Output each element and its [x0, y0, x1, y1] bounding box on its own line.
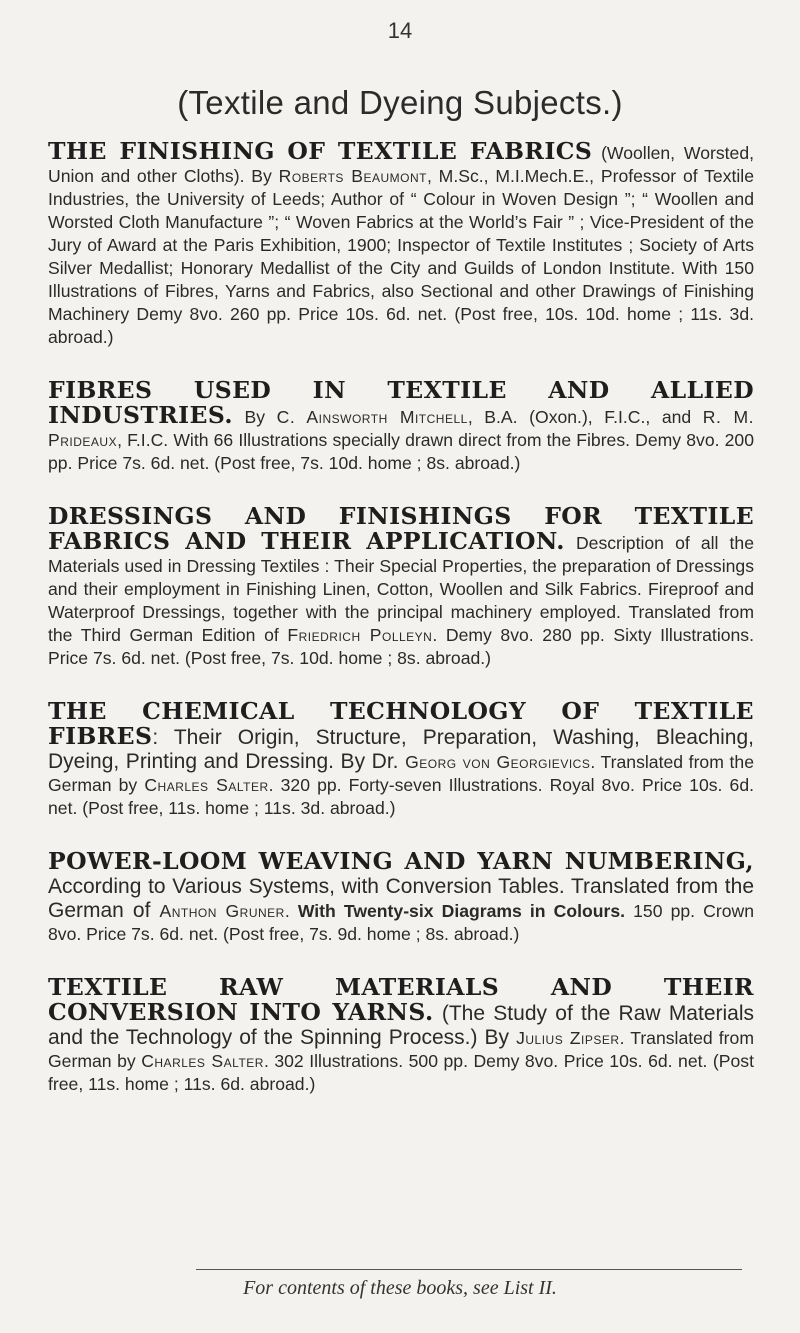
book-description: . Translated from the German by	[48, 752, 754, 795]
footer-note: For contents of these books, see List II.	[243, 1277, 557, 1299]
book-title: DRESSINGS AND FINISHINGS FOR TEXTILE FABRICS AND THEIR APPLICATION.	[48, 502, 754, 555]
book-description: , B.A. (Oxon.), F.I.C., and	[467, 407, 703, 427]
book-description: : Their Origin, Structure, Preparation, Washing, Bleaching, Dyeing, Printing and Dressing. By Dr.	[48, 726, 754, 773]
book-author: Friedrich Polleyn	[287, 625, 433, 645]
book-description: According to Various Systems, with Conversion Tables. Translated from the German of	[48, 875, 754, 922]
book-author: Charles Salter	[141, 1051, 264, 1071]
book-entry-finishing	[48, 137, 754, 349]
book-highlight: With Twenty-six Diagrams in Colours.	[297, 901, 626, 921]
book-entry-dressings	[48, 502, 754, 670]
book-entry-chemical-technology	[48, 697, 754, 820]
book-entry-fibres	[48, 376, 754, 475]
book-description: . Translated from German by	[48, 1028, 754, 1071]
book-entry-raw-materials	[48, 973, 755, 1096]
book-title: THE CHEMICAL TECHNOLOGY OF TEXTILE FIBRES	[48, 697, 754, 750]
book-title: POWER-LOOM WEAVING AND YARN NUMBERING,	[48, 847, 754, 875]
book-author: Roberts Beaumont	[278, 166, 427, 186]
book-author: R. M. Prideaux	[48, 407, 754, 450]
book-description: . 320 pp. Forty-seven Illustrations. Royal 8vo. Price 10s. 6d. net. (Post free, 11s. home ; 11s. 3d. abroad.)	[48, 775, 754, 818]
book-description: 150 pp. Crown 8vo. Price 7s. 6d. net. (Post free, 7s. 9d. home ; 8s. abroad.)	[48, 901, 754, 944]
book-entry-power-loom	[48, 847, 754, 946]
book-description: By	[232, 407, 277, 427]
section-heading: (Textile and Dyeing Subjects.)	[177, 84, 623, 121]
book-description: . 302 Illustrations. 500 pp. Demy 8vo. Price 10s. 6d. net. (Post free, 11s. home ; 11s. 6d. abroad.)	[48, 1051, 754, 1094]
book-author: Anthon Gruner	[159, 901, 285, 921]
footer-divider	[196, 1269, 742, 1270]
book-description: .	[284, 901, 298, 921]
book-author: Georg von Georgievics	[405, 752, 591, 772]
book-title: TEXTILE RAW MATERIALS AND THEIR CONVERSION INTO YARNS.	[48, 973, 754, 1026]
book-list	[48, 137, 755, 1126]
book-author: Julius Zipser	[516, 1028, 620, 1048]
page-number: 14	[387, 18, 413, 43]
book-title: FIBRES USED IN TEXTILE AND ALLIED INDUSTRIES.	[48, 376, 754, 429]
book-description: (Woollen, Worsted, Union and other Cloths). By	[48, 143, 754, 186]
book-description: , M.Sc., M.I.Mech.E., Professor of Textile Industries, the University of Leeds; Author of “ Colour in Woven Design ”; “ Woollen and Worsted Cloth Manufacture ”; “ Woven Fabrics at the World’s Fair ” ; Vice-President of the Jury of Award at the Paris Exhibition, 1900; Inspector of Textile Institutes ; Society of Arts Silver Medallist; Honorary Medallist of the City and Guilds of London Institute. With 150 Illustrations of Fibres, Yarns and Fabrics, also Sectional and other Drawings of Finishing Machinery Demy 8vo. 260 pp. Price 10s. 6d. net. (Post free, 10s. 10d. home ; 11s. 3d. abroad.)	[48, 166, 754, 347]
book-description: , F.I.C. With 66 Illustrations specially drawn direct from the Fibres. Demy 8vo. 200 pp. Price 7s. 6d. net. (Post free, 7s. 10d. home ; 8s. abroad.)	[48, 430, 754, 473]
book-description: Description of all the Materials used in Dressing Textiles : Their Special Properties, the preparation of Dressings and their employment in Finishing Linen, Cotton, Woollen and Silk Fabrics. Fireproof and Waterproof Dressings, together with the principal machinery employed. Translated from the Third German Edition of	[48, 533, 754, 645]
book-author: C. Ainsworth Mitchell	[276, 407, 468, 427]
book-title: THE FINISHING OF TEXTILE FABRICS	[48, 137, 593, 165]
book-author: Charles Salter	[144, 775, 269, 795]
book-description: (The Study of the Raw Materials and the Technology of the Spinning Process.) By	[48, 1002, 755, 1049]
book-description: . Demy 8vo. 280 pp. Sixty Illustrations. Price 7s. 6d. net. (Post free, 7s. 10d. home ; 8s. abroad.)	[48, 625, 754, 668]
